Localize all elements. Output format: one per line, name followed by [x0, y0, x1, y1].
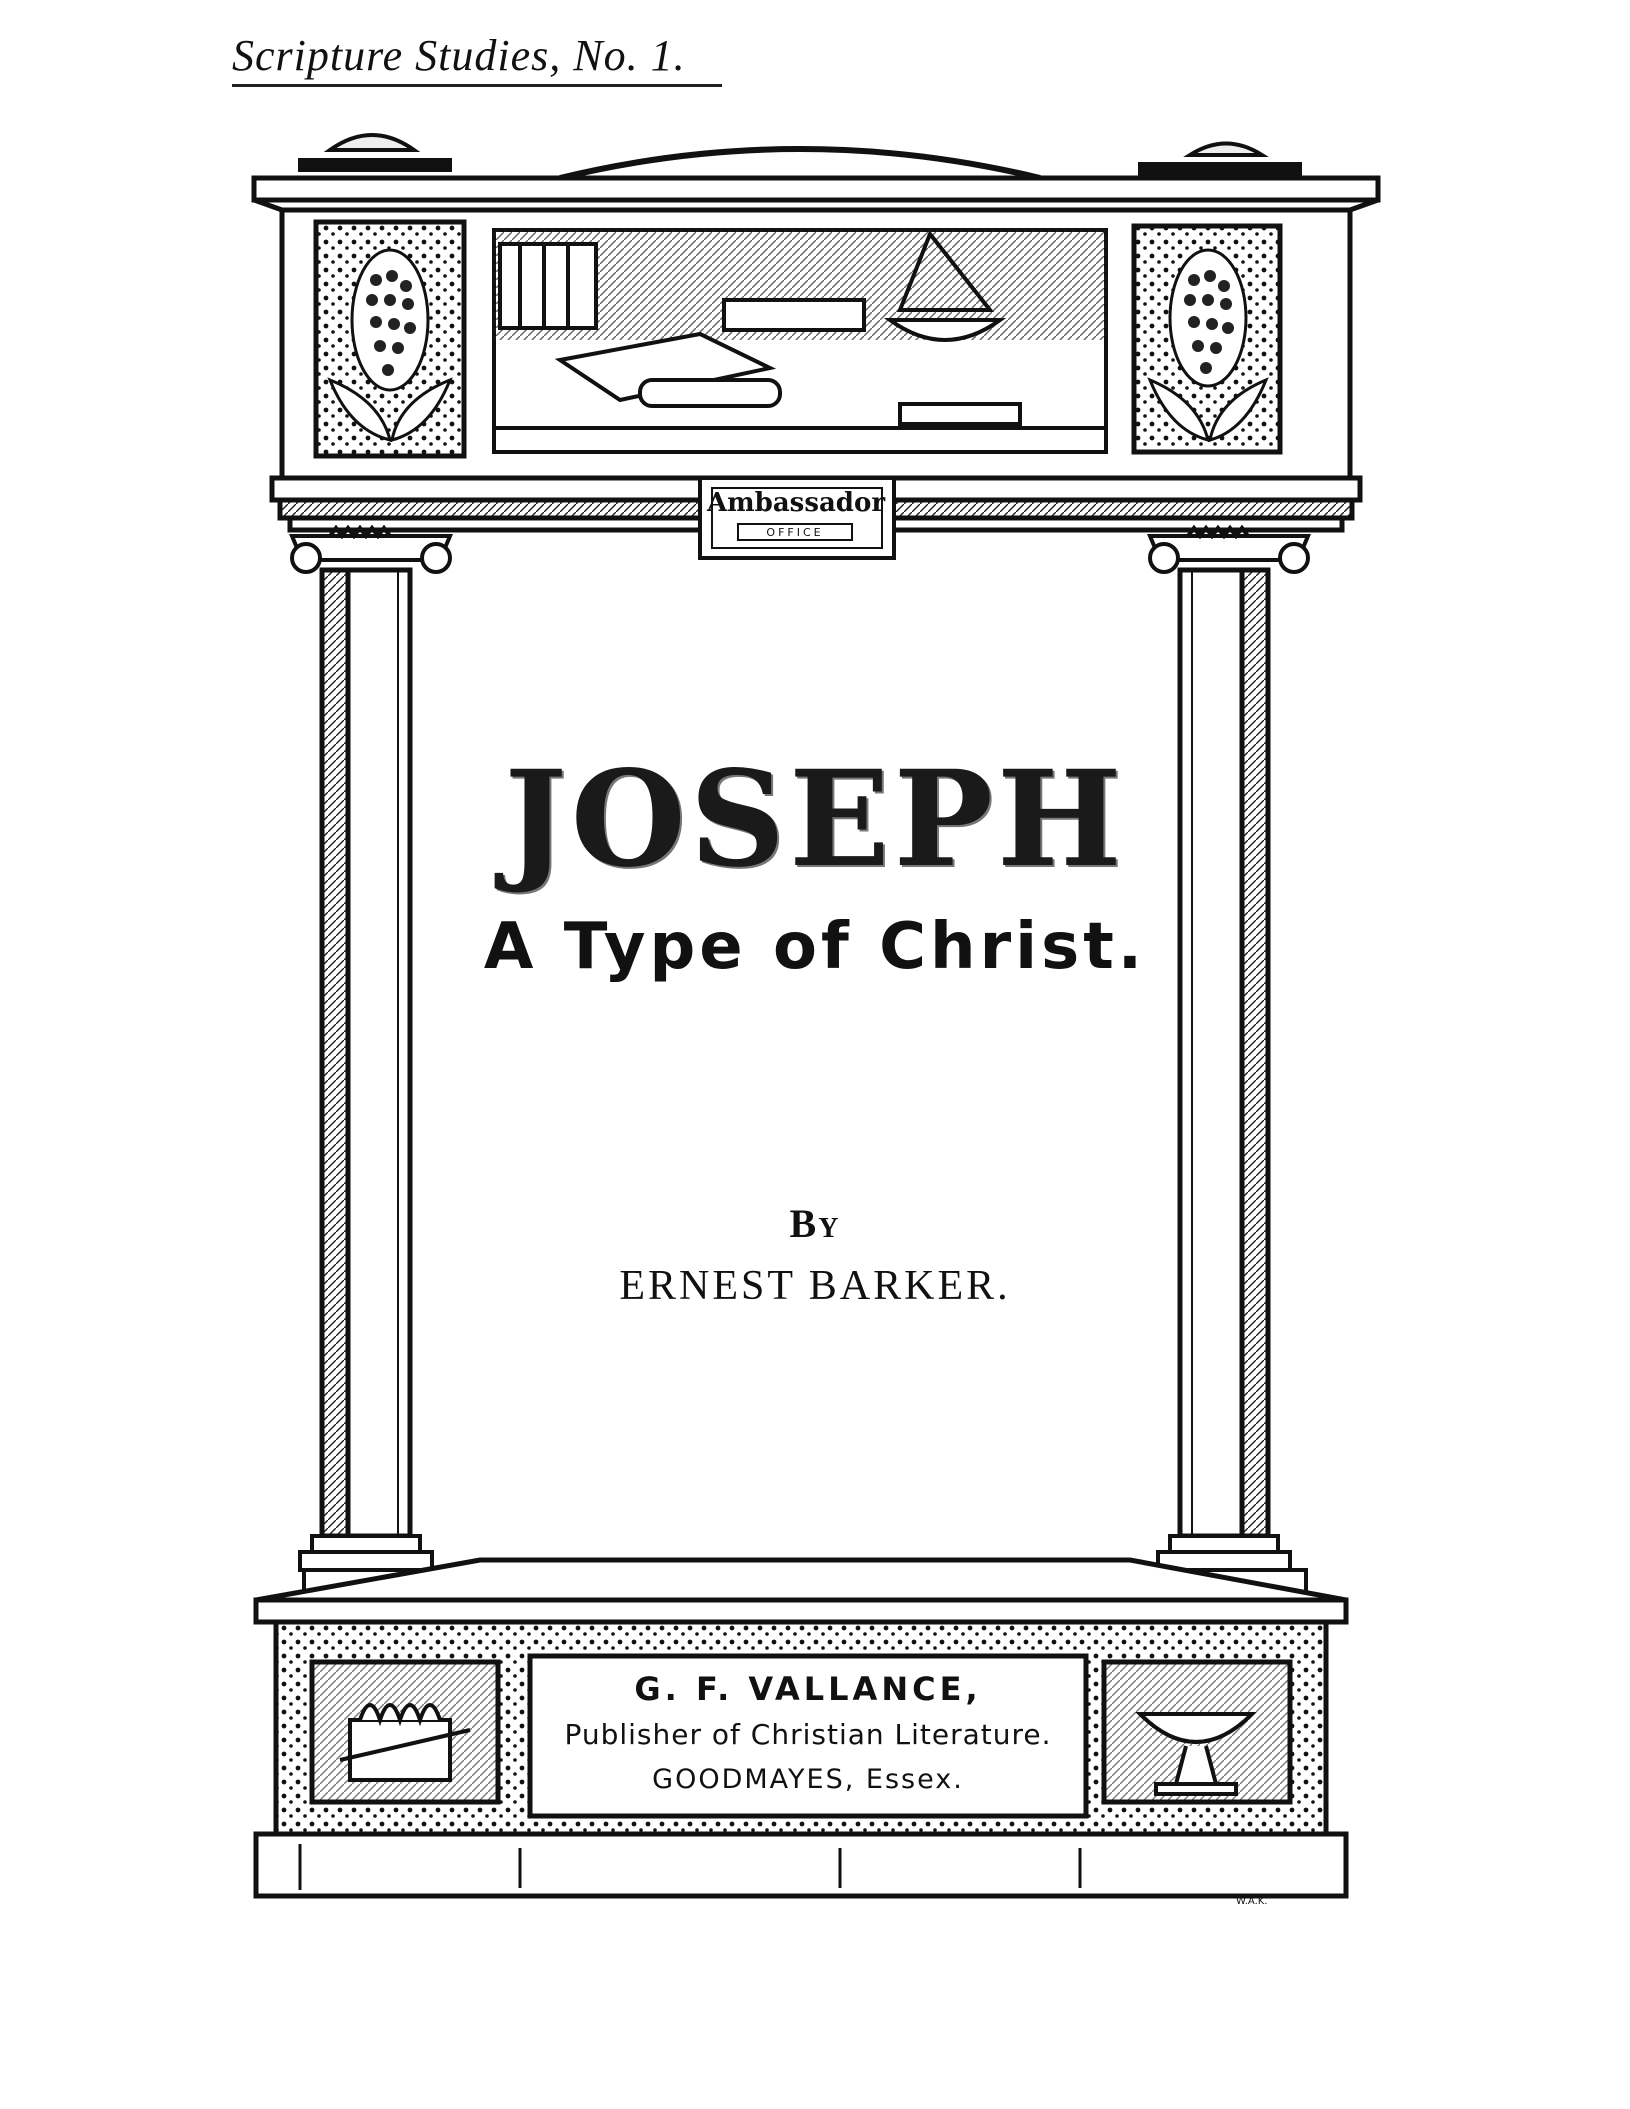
series-heading: Scripture Studies, No. 1. — [232, 31, 686, 80]
author-name: ERNEST BARKER. — [619, 1263, 1011, 1309]
publisher-place: GOODMAYES, Essex. — [652, 1764, 964, 1795]
emblem-name: Ambassador — [706, 488, 886, 518]
byline-label: By — [789, 1201, 841, 1246]
cover-subtitle: A Type of Christ. — [483, 910, 1147, 984]
grape-panel-left — [316, 222, 464, 456]
capital-right — [1150, 528, 1308, 572]
publisher-name: G. F. VALLANCE, — [634, 1670, 982, 1708]
capital-left — [292, 528, 450, 572]
top-crest — [300, 135, 1300, 178]
scene-panel — [494, 230, 1106, 452]
column-left — [322, 570, 410, 1536]
engraver-monogram: W.A.K. — [1236, 1896, 1268, 1907]
cover-title: JOSEPH — [504, 742, 1126, 897]
column-right — [1180, 570, 1268, 1536]
publisher-role: Publisher of Christian Literature. — [564, 1718, 1052, 1751]
grape-panel-right — [1134, 226, 1280, 452]
emblem-subtitle: OFFICE — [766, 526, 824, 539]
